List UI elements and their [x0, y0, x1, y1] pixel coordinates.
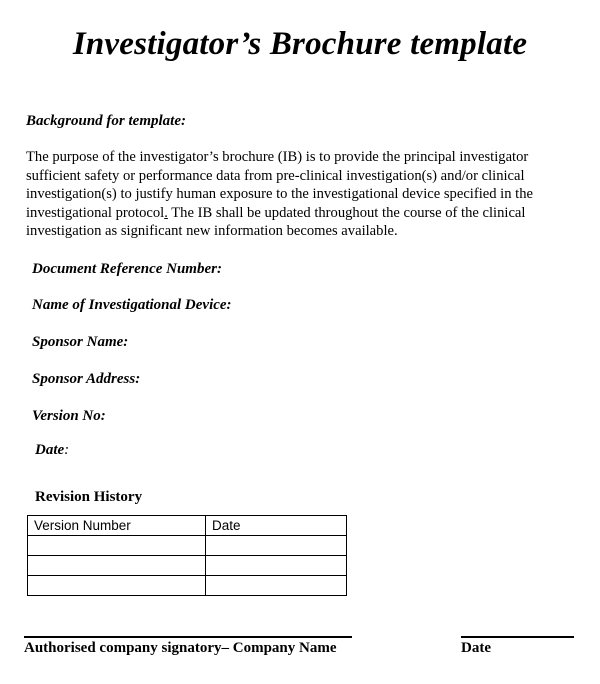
signatory-signature-line	[24, 636, 352, 638]
table-header-row	[28, 516, 347, 536]
table-cell[interactable]	[206, 576, 347, 596]
paragraph-line: sufficient safety or performance data from pre-clinical investigation(s) and/or clinical	[26, 167, 525, 184]
paragraph-line: investigational protocol. The IB shall be updated throughout the course of the clinical	[26, 204, 526, 221]
paragraph-line: investigation(s) to justify human exposure to the investigational device specified in the	[26, 186, 534, 203]
background-paragraph	[26, 148, 586, 241]
signature-date-label: Date	[461, 640, 491, 656]
device-name-label: Name of Investigational Device:	[32, 297, 232, 313]
table-row	[28, 556, 347, 576]
document-reference-label: Document Reference Number:	[32, 261, 222, 277]
signatory-label: Authorised company signatory– Company Name	[24, 640, 337, 656]
paragraph-line: investigation as significant new information becomes available.	[26, 223, 398, 240]
table-cell[interactable]	[28, 576, 206, 596]
table-cell[interactable]	[28, 556, 206, 576]
table-row	[28, 576, 347, 596]
table-cell[interactable]	[206, 556, 347, 576]
column-header-date: Date	[206, 516, 347, 536]
revision-history-table	[27, 515, 347, 596]
date-signature-line	[461, 636, 574, 638]
sponsor-address-label: Sponsor Address:	[32, 371, 141, 387]
paragraph-line: The purpose of the investigator’s brochure (IB) is to provide the principal investigator	[26, 149, 529, 165]
sponsor-name-label: Sponsor Name:	[32, 334, 129, 350]
document-title: Investigator’s Brochure template	[72, 26, 528, 62]
table-cell[interactable]	[206, 536, 347, 556]
table-row	[28, 536, 347, 556]
date-label: Date:	[35, 442, 70, 458]
version-no-label: Version No:	[32, 408, 106, 424]
background-heading: Background for template:	[26, 113, 186, 129]
revision-history-heading: Revision History	[35, 489, 143, 505]
column-header-version-number: Version Number	[28, 516, 206, 536]
table-cell[interactable]	[28, 536, 206, 556]
